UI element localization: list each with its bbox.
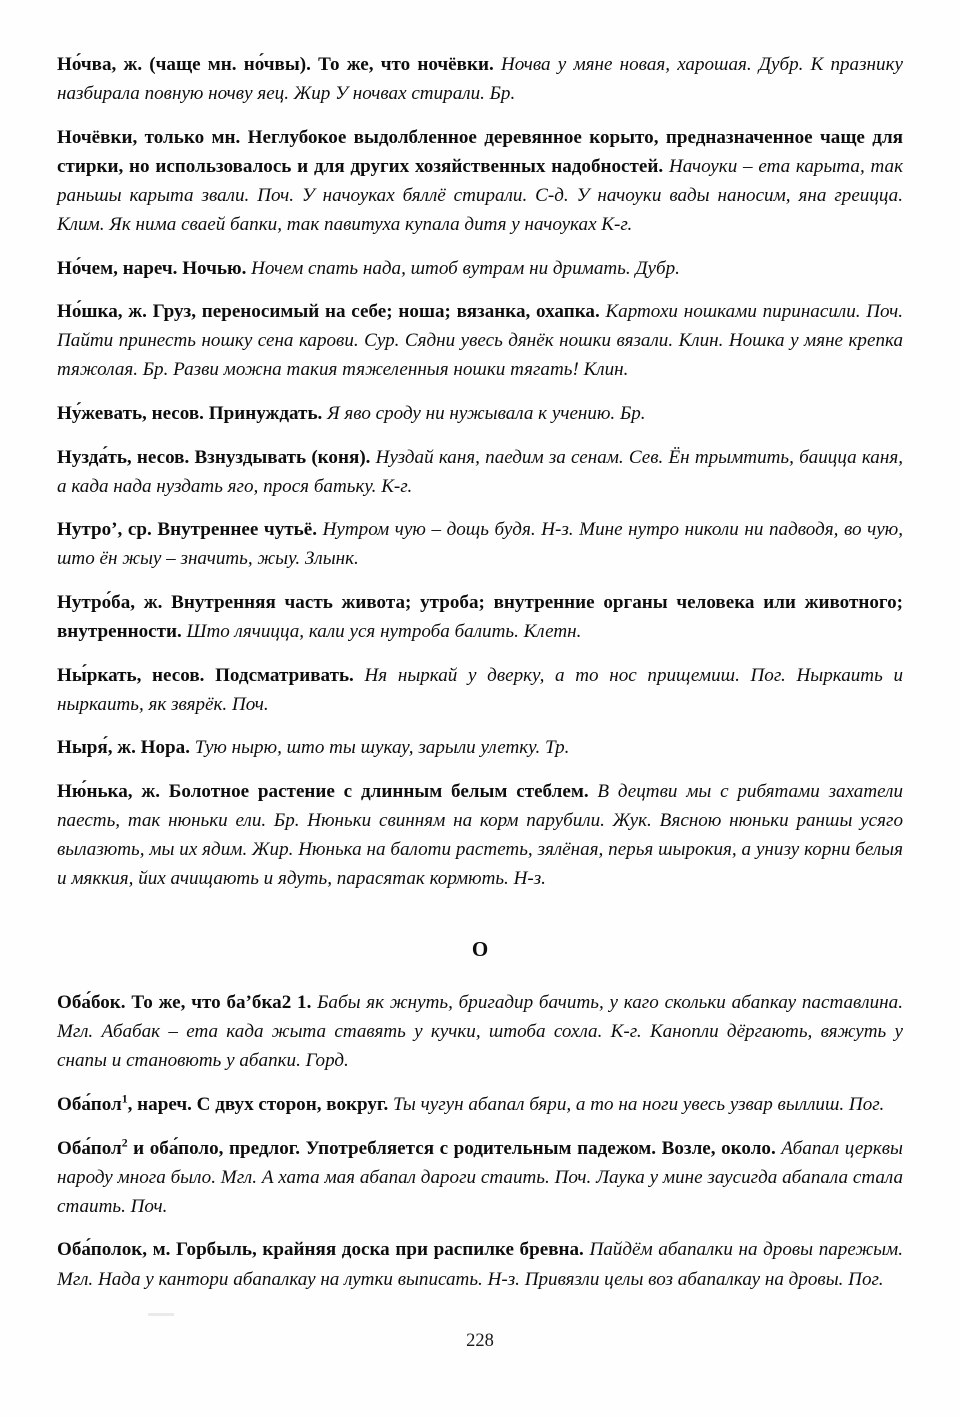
entry-definition: То же, что ночёвки. bbox=[318, 54, 494, 75]
entry-headword-base: Оба́пол bbox=[57, 1137, 122, 1159]
entry-headword: Но́чем, нареч. bbox=[57, 257, 178, 279]
dictionary-entry bbox=[57, 123, 903, 239]
entry-definition: Груз, переносимый на себе; ноша; вязанка, охапка. bbox=[152, 301, 600, 323]
section-letter-heading: О bbox=[471, 937, 489, 962]
dictionary-entry bbox=[57, 588, 903, 646]
entry-examples: Нутром чую – дощь будя. Н-з. Мине нутро николи ни падводя, во чую, што ён жыу – значить, жыу. Злынк. bbox=[57, 519, 903, 570]
dictionary-entry bbox=[57, 50, 903, 108]
dictionary-entry bbox=[57, 254, 903, 283]
dictionary-entry bbox=[57, 733, 903, 762]
entry-definition: Неглубокое выдолбленное деревянное корыто, предназначенное чаще для стирки, но использовалось и для других хозяйственных надобностей. bbox=[57, 126, 903, 177]
entry-examples: В децтви мы с рибятами захатели паесть, так нюньки ели. Бр. Нюньки свинням на корм парубили. Жук. Вясною нюньки раншы усяго вылазють, мы их ядим. Жир. Нюнька на балоти растеть, зялёная, перья шырокия, а унизу корни белыя и мяккия, йих ачищають и ядуть, парасятак кормють. Н-з. bbox=[57, 780, 903, 890]
entry-headword-base: Оба́пол bbox=[57, 1094, 122, 1116]
entry-headword-grammar: , нареч. bbox=[127, 1094, 192, 1116]
entry-examples: Бабы як жнуть, бригадир бачить, у каго скольки абапкау паставлина. Мгл. Абабак – ета када жыта ставять у кучки, штоба сохла. К-г. Канопли дёргають, вяжуть у снапы и становють у абапки. Горд. bbox=[57, 992, 903, 1072]
entry-examples: Нуздай каня, паедим за сенам. Сев. Ён трымтить, баицца каня, а када нада нуздать яго, прося батьку. К-г. bbox=[57, 446, 903, 497]
entry-examples: Абапал церквы народу многа было. Мгл. А хата мая абапал дароги стаить. Поч. Лаука у мине заусигда абапала стала стаить. Поч. bbox=[57, 1137, 903, 1217]
dictionary-entry bbox=[57, 399, 903, 428]
dictionary-entry bbox=[57, 1235, 903, 1293]
entry-definition: То же, что ба’бка2 1. bbox=[131, 992, 312, 1014]
entry-headword bbox=[57, 1091, 192, 1116]
dictionary-entry bbox=[57, 515, 903, 573]
entry-definition: Употребляется с родительным падежом. Возле, около. bbox=[305, 1137, 776, 1159]
entry-homonym-index: 2 bbox=[121, 1135, 128, 1150]
dictionary-entry bbox=[57, 443, 903, 501]
dictionary-entry bbox=[57, 988, 903, 1075]
entry-headword bbox=[57, 1135, 301, 1159]
page-number: 228 bbox=[466, 1331, 494, 1351]
entry-headword: Ныря́, ж. bbox=[57, 737, 136, 759]
entry-headword: Но́чва, ж. (чаще мн. но́чвы). bbox=[57, 54, 311, 75]
dictionary-entry bbox=[57, 661, 903, 719]
entry-definition: Взнуздывать (коня). bbox=[194, 446, 371, 468]
entry-headword: Нутро́ба, ж. bbox=[57, 591, 163, 613]
entry-headword: Ны́ркать, несов. bbox=[57, 664, 205, 686]
dictionary-entry bbox=[57, 297, 903, 384]
entry-headword: Оба́бок. bbox=[57, 992, 126, 1014]
entry-headword: Ню́нька, ж. bbox=[57, 780, 160, 802]
entry-definition: С двух сторон, вокруг. bbox=[196, 1094, 389, 1116]
entry-definition: Принуждать. bbox=[208, 402, 323, 424]
entry-definition: Нора. bbox=[140, 737, 190, 759]
entry-examples: Ночва у мяне новая, харошая. Дубр. К празнику назбирала повную ночву яец. Жир У ночвах стирали. Бр. bbox=[57, 54, 903, 105]
entry-examples: Пайдём абапалки на дровы парежым. Мгл. Нада у кантори абапалкау на лутки выписать. Н-з. Привязли целы воз абапалкау на дровы. Пог. bbox=[57, 1239, 903, 1290]
entry-definition: Болотное растение с длинным белым стеблем. bbox=[168, 780, 589, 802]
entry-headword: Оба́полок, м. bbox=[57, 1239, 171, 1261]
entry-examples: Што лячицца, кали уся нутроба балить. Клетн. bbox=[186, 621, 582, 642]
entry-examples: Ночем спать нада, штоб вутрам ни дримать. Дубр. bbox=[251, 257, 680, 279]
entry-headword: Ночёвки, только мн. bbox=[57, 126, 241, 148]
entry-definition: Внутренняя часть живота; утроба; внутренние органы человека или животного; внутренности. bbox=[57, 591, 903, 642]
entry-headword: Ну́жевать, несов. bbox=[57, 402, 204, 424]
dictionary-entry bbox=[57, 777, 903, 893]
entry-definition: Ночью. bbox=[182, 257, 247, 279]
entry-definition: Горбыль, крайняя доска при распилке бревна. bbox=[176, 1239, 584, 1261]
entry-examples: Тую нырю, што ты шукау, зарыли улетку. Тр. bbox=[194, 737, 570, 759]
dictionary-entry bbox=[57, 1090, 903, 1119]
entry-headword: Нутро’, ср. bbox=[57, 519, 152, 541]
entry-homonym-index: 1 bbox=[121, 1091, 128, 1106]
entry-examples: Картохи ношками пиринасили. Поч. Пайти принесть ношку сена карови. Сур. Сядни увесь дянёк ношки вязали. Клин. Ношка у мяне крепка тяжолая. Бр. Разви можна такия тяжеленныя ношки тягать! Клин. bbox=[57, 301, 903, 381]
entry-examples: Ты чугун абапал бяри, а то на ноги увесь узвар выллиш. Пог. bbox=[393, 1094, 885, 1116]
entry-headword-grammar: и оба́поло, предлог. bbox=[127, 1137, 301, 1159]
entry-headword: Нузда́ть, несов. bbox=[57, 446, 190, 468]
entry-definition: Внутреннее чутьё. bbox=[157, 519, 317, 541]
page-text-column bbox=[57, 50, 903, 1294]
entry-headword: Но́шка, ж. bbox=[57, 301, 147, 323]
entry-examples: Ня ныркай у дверку, а то нос прищемиш. Пог. Ныркаить и ныркаить, як звярёк. Поч. bbox=[57, 664, 903, 715]
entry-examples: Начоуки – ета карыта, так раньшы карыта звали. Поч. У начоуках бяллё стирали. С-д. У начоуки вады наносим, яна греицца. Клим. Як нима сваей бапки, так павитуха купала дитя у начоуках К-г. bbox=[57, 155, 903, 235]
entry-definition: Подсматривать. bbox=[215, 664, 354, 686]
scan-speck bbox=[148, 1313, 174, 1316]
entry-examples: Я яво сроду ни нужывала к учению. Бр. bbox=[327, 402, 646, 424]
dictionary-entry bbox=[57, 1134, 903, 1221]
